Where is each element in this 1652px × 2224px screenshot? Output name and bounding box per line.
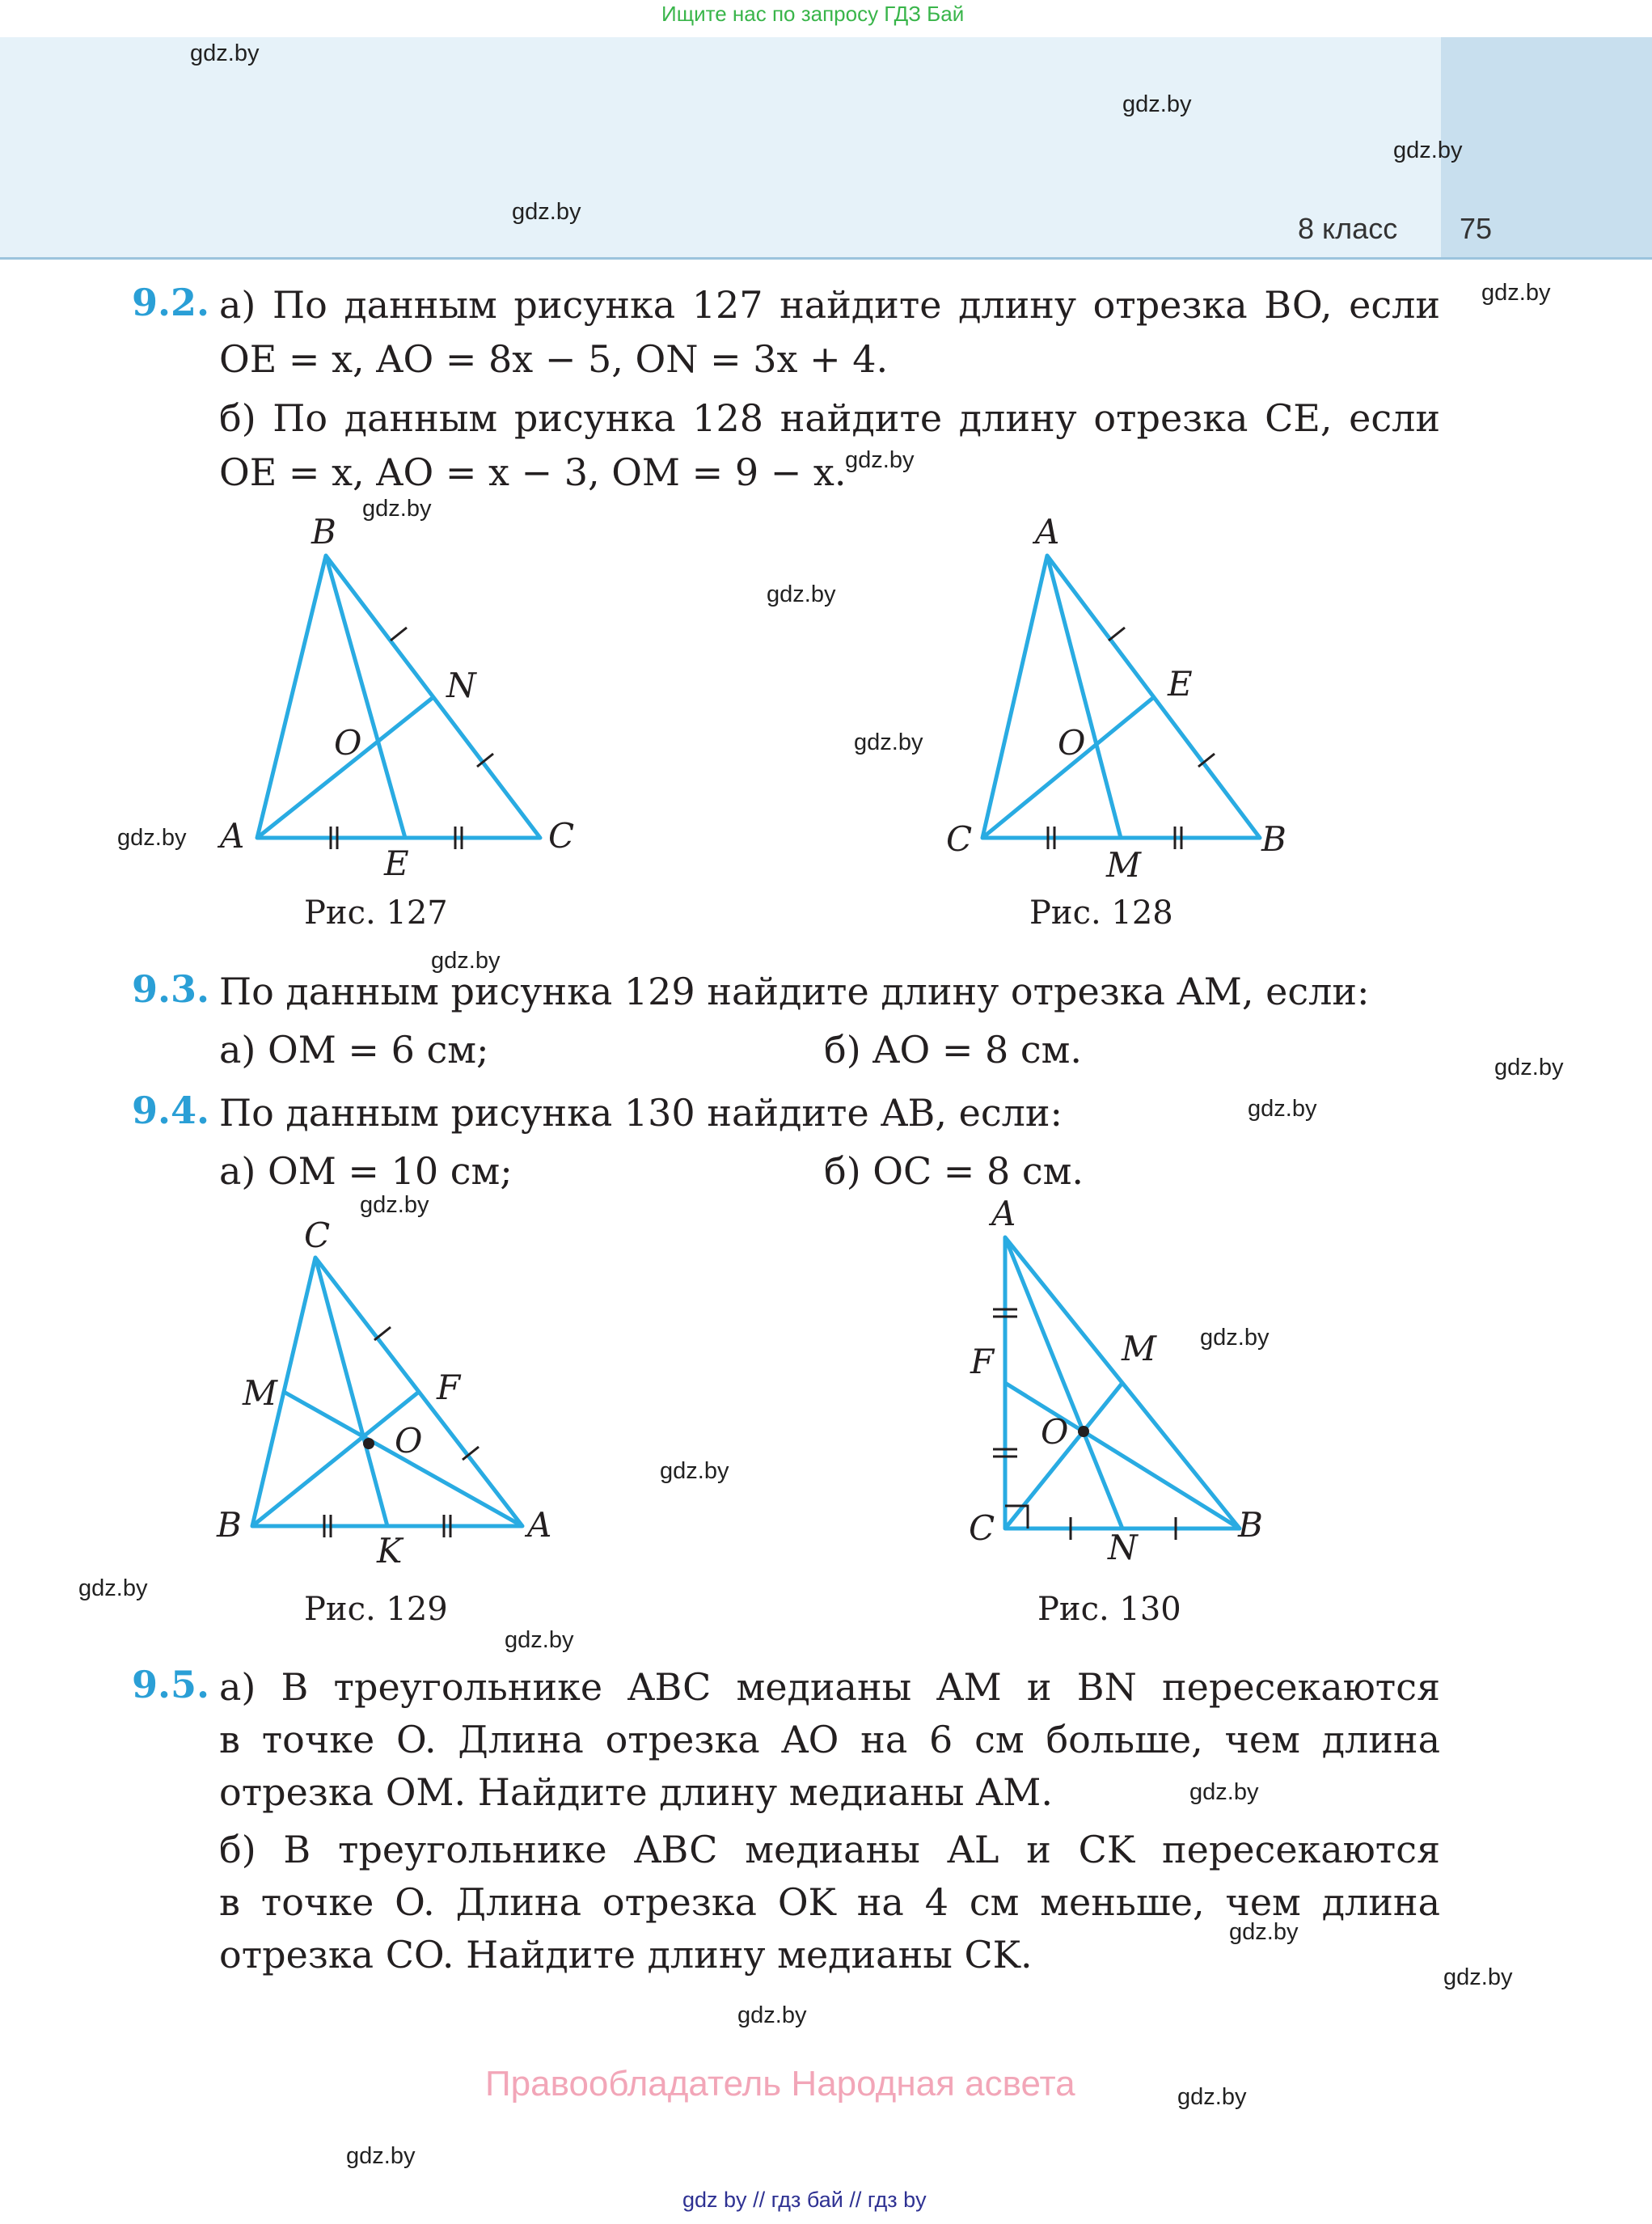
- label-f: F: [970, 1342, 995, 1381]
- label-c: C: [548, 816, 575, 856]
- label-a: A: [527, 1505, 552, 1545]
- watermark: gdz.by: [1443, 1964, 1513, 1990]
- watermark: gdz.by: [1494, 1055, 1564, 1080]
- watermark: gdz.by: [1189, 1779, 1259, 1805]
- label-o: O: [1041, 1412, 1069, 1452]
- watermark: gdz.by: [512, 199, 581, 225]
- watermark: gdz.by: [190, 40, 260, 66]
- problem-text: OE = x, AO = 8x − 5, ON = 3x + 4.: [219, 337, 889, 381]
- watermark: gdz.by: [360, 1192, 429, 1218]
- footer-separator: //: [849, 2188, 862, 2212]
- label-m: M: [1106, 845, 1142, 882]
- label-o: O: [334, 723, 362, 763]
- problem-number: 9.4.: [132, 1089, 210, 1132]
- figure-caption: Рис. 127: [304, 894, 448, 932]
- figure-caption: Рис. 130: [1037, 1591, 1181, 1628]
- label-m: M: [243, 1373, 278, 1413]
- top-note: Ищите нас по запросу ГДЗ Бай: [661, 2, 965, 26]
- footer-links: [682, 2188, 927, 2213]
- figure-129: [202, 1213, 582, 1577]
- problem-text: б) В треугольнике ABC медианы AL и CK пересекаются: [219, 1828, 1440, 1871]
- watermark: gdz.by: [505, 1627, 574, 1653]
- problem-text: а) В треугольнике ABC медианы AM и BN пересекаются: [219, 1665, 1440, 1709]
- label-a: A: [1035, 512, 1060, 552]
- triangle-cba: [252, 1258, 522, 1526]
- label-f: F: [437, 1368, 461, 1407]
- footer-link[interactable]: gdz by: [682, 2188, 747, 2212]
- tick-mark: [391, 628, 407, 641]
- median-an: [257, 697, 433, 838]
- watermark: gdz.by: [1177, 2084, 1247, 2110]
- watermark: gdz.by: [78, 1575, 148, 1601]
- watermark: gdz.by: [117, 825, 187, 851]
- header-divider: [0, 257, 1652, 260]
- label-c: C: [304, 1216, 331, 1255]
- figure-130: [954, 1189, 1294, 1577]
- figure-127: [202, 509, 606, 882]
- triangle-acb: [982, 556, 1260, 838]
- problem-text: По данным рисунка 130 найдите AB, если:: [219, 1091, 1063, 1135]
- figure-caption: Рис. 129: [304, 1591, 448, 1628]
- problem-option-b: б) OC = 8 см.: [824, 1149, 1084, 1193]
- problem-text: По данным рисунка 129 найдите длину отрезка AM, если:: [219, 970, 1370, 1013]
- tick-mark: [374, 1327, 391, 1340]
- problem-text: OE = x, AO = x − 3, OM = 9 − x.: [219, 450, 847, 494]
- problem-text: в точке O. Длина отрезка AO на 6 см больше, чем длина: [219, 1718, 1440, 1761]
- watermark: gdz.by: [1248, 1096, 1317, 1122]
- footer-link[interactable]: гдз бай: [771, 2188, 843, 2212]
- median-bf: [1005, 1383, 1240, 1528]
- label-o: O: [1058, 723, 1086, 763]
- label-a: A: [991, 1194, 1016, 1233]
- label-m: M: [1122, 1329, 1157, 1368]
- label-c: C: [969, 1508, 995, 1548]
- figure-caption: Рис. 128: [1029, 894, 1173, 932]
- watermark: gdz.by: [1229, 1919, 1299, 1945]
- watermark: gdz.by: [1122, 91, 1192, 117]
- watermark: gdz.by: [767, 581, 836, 607]
- problem-text: б) По данным рисунка 128 найдите длину отрезка CE, если: [219, 396, 1440, 440]
- watermark: gdz.by: [431, 948, 501, 974]
- median-an: [1005, 1237, 1122, 1528]
- median-am: [1047, 556, 1121, 838]
- footer-separator: //: [753, 2188, 766, 2212]
- watermark: gdz.by: [362, 496, 432, 522]
- figure-128: [930, 509, 1310, 882]
- watermark: gdz.by: [737, 2002, 807, 2028]
- label-b: B: [1238, 1505, 1263, 1545]
- label-n: N: [446, 666, 476, 705]
- centroid-point: [363, 1438, 374, 1449]
- footer-link[interactable]: гдз by: [867, 2188, 927, 2212]
- label-b: B: [311, 512, 336, 552]
- page-number: 75: [1460, 212, 1493, 245]
- watermark: gdz.by: [854, 729, 923, 755]
- problem-text: отрезка OM. Найдите длину медианы AM.: [219, 1770, 1054, 1814]
- label-o: O: [395, 1421, 423, 1461]
- header-band: [0, 37, 1441, 257]
- tick-mark: [1109, 628, 1125, 641]
- label-k: K: [377, 1531, 403, 1571]
- problem-number: 9.5.: [132, 1663, 210, 1706]
- problem-text: в точке O. Длина отрезка OK на 4 см меньше, чем длина: [219, 1880, 1440, 1924]
- centroid-point: [1078, 1426, 1089, 1437]
- rights-holder: Правообладатель Народная асвета: [485, 2064, 1075, 2103]
- watermark: gdz.by: [660, 1458, 729, 1484]
- watermark: gdz.by: [1393, 137, 1463, 163]
- triangle-abc: [257, 556, 540, 838]
- problem-text: а) По данным рисунка 127 найдите длину отрезка BO, если: [219, 283, 1440, 327]
- watermark: gdz.by: [1481, 280, 1551, 306]
- grade-label: 8 класс: [1298, 212, 1398, 245]
- problem-number: 9.2.: [132, 281, 210, 324]
- watermark: gdz.by: [1200, 1325, 1270, 1351]
- median-be: [326, 556, 405, 838]
- label-e: E: [384, 844, 409, 882]
- label-b: B: [217, 1505, 242, 1545]
- problem-option-b: б) AO = 8 см.: [824, 1028, 1083, 1072]
- watermark: gdz.by: [845, 447, 915, 473]
- label-e: E: [1168, 664, 1193, 704]
- label-b: B: [1261, 819, 1287, 859]
- watermark: gdz.by: [346, 2143, 416, 2169]
- problem-option-a: а) OM = 10 см;: [219, 1149, 513, 1193]
- label-a: A: [220, 816, 245, 856]
- label-c: C: [946, 819, 973, 859]
- problem-number: 9.3.: [132, 967, 210, 1011]
- label-n: N: [1108, 1528, 1138, 1567]
- problem-text: отрезка CO. Найдите длину медианы CK.: [219, 1933, 1033, 1977]
- problem-option-a: а) OM = 6 см;: [219, 1028, 489, 1072]
- median-ck: [315, 1258, 387, 1526]
